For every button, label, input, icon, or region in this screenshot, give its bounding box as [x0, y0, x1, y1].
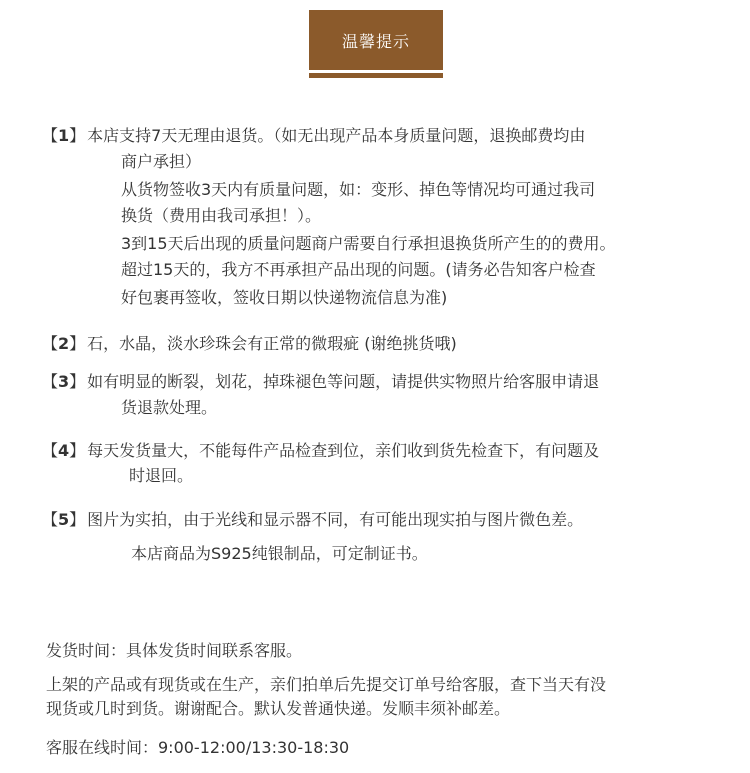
shipping-time: 发货时间：具体发货时间联系客服。: [46, 641, 303, 660]
item-2-line-1: 【2】 石，水晶，淡水珍珠会有正常的微瑕疵 (谢绝挑货哦): [42, 334, 457, 353]
stock-note-line-1: 上架的产品或有现货或在生产，亲们拍单后先提交订单号给客服，查下当天有没: [46, 675, 607, 694]
item-5-line-2: 本店商品为S925纯银制品，可定制证书。: [131, 544, 428, 563]
item-1-line-2: 商户承担）: [121, 152, 202, 171]
item-1-line-4: 换货（费用由我司承担！）。: [121, 206, 322, 225]
item-1-number: 【1】: [42, 126, 86, 145]
item-1-line-3: 从货物签收3天内有质量问题，如：变形、掉色等情况均可通过我司: [121, 180, 596, 199]
item-1-line-6: 超过15天的，我方不再承担产品出现的问题。(请务必告知客户检查: [121, 260, 596, 279]
stock-note-line-2: 现货或几时到货。谢谢配合。默认发普通快递。发顺丰须补邮差。: [46, 699, 511, 718]
item-4-line-2: 时退回。: [129, 466, 194, 485]
item-1-line-1: 【1】 本店支持7天无理由退货。（如无出现产品本身质量问题，退换邮费均由: [42, 126, 586, 145]
item-3-number: 【3】: [42, 372, 86, 391]
item-4-line-1: 【4】 每天发货量大，不能每件产品检查到位，亲们收到货先检查下，有问题及: [42, 441, 600, 460]
item-2-number: 【2】: [42, 334, 86, 353]
item-5-line-1: 【5】 图片为实拍，由于光线和显示器不同，有可能出现实拍与图片微色差。: [42, 510, 584, 529]
item-3-line-2: 货退款处理。: [121, 398, 218, 417]
item-4-number: 【4】: [42, 441, 86, 460]
item-1-line-5: 3到15天后出现的质量问题商户需要自行承担退换货所产生的的费用。: [121, 234, 616, 253]
header-underline: [309, 73, 443, 78]
service-hours: 客服在线时间：9:00-12:00/13:30-18:30: [46, 738, 350, 757]
notice-header: [309, 10, 443, 70]
notice-title: 温馨提示: [341, 31, 410, 51]
item-5-number: 【5】: [42, 510, 86, 529]
item-3-line-1: 【3】 如有明显的断裂，划花，掉珠褪色等问题，请提供实物照片给客服申请退: [42, 372, 600, 391]
item-1-line-7: 好包裹再签收，签收日期以快递物流信息为准): [121, 288, 448, 307]
